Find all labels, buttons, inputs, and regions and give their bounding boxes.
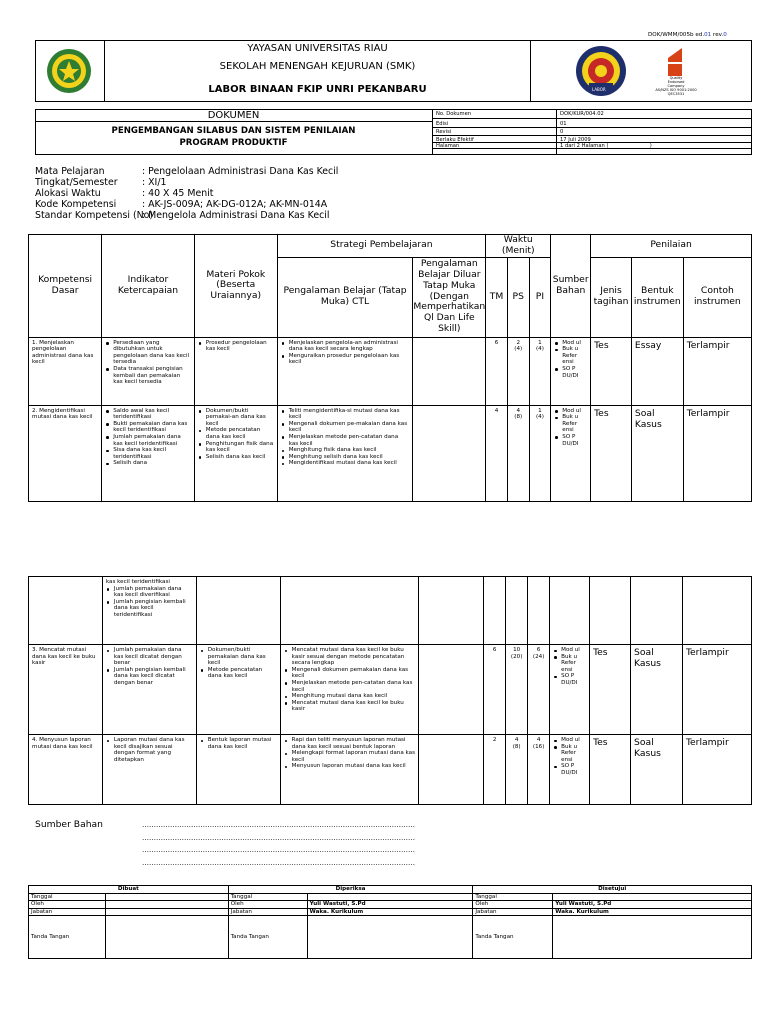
list-item: Menguraikan prosedur pengelolaan kas kecil: [281, 353, 410, 366]
pd-cell: [413, 405, 486, 501]
pb-cell: [280, 645, 419, 735]
sig-dibuat: Dibuat: [29, 886, 229, 894]
sb-cell: [550, 645, 590, 735]
pi-cell: 6 (24): [528, 645, 550, 735]
list-item: Sisa dana kas kecil teridentifikasi: [105, 447, 191, 460]
list-item: Bentuk laporan mutasi dana kas kecil: [200, 737, 277, 750]
sb-cell: [551, 337, 591, 405]
syllabus-table: [28, 234, 752, 502]
list-item: Mencatat mutasi dana kas kecil ke buku kasir: [284, 700, 416, 713]
kd-cell: 2. Mengidentifikasi mutasi dana kas kecil: [29, 405, 102, 501]
ci-cell: Terlampir: [682, 735, 751, 805]
list-item: Teliti mengidentifika-si mutasi dana kas kecil: [281, 408, 410, 421]
mp-cell: [196, 645, 280, 735]
org-name: YAYASAN UNIVERSITAS RIAU: [247, 43, 388, 54]
ps-cell: 2 (4): [507, 337, 529, 405]
jt-cell: Tes: [591, 337, 632, 405]
th-pengalaman-luar: Pengalaman Belajar Diluar Tatap Muka (Dengan Memperhatikan Ql Dan Life Skill): [413, 257, 486, 337]
pb-cell: [277, 405, 413, 501]
sb-cell: [550, 735, 590, 805]
ik-cell: [102, 405, 195, 501]
list-item: SO P DU/DI: [553, 673, 586, 686]
list-item: Dokumen/bukti pemakai-an dana kas kecil: [198, 408, 274, 428]
pd-cell: [419, 735, 484, 805]
jt-cell: Tes: [591, 405, 632, 501]
th-strategi: Strategi Pembelajaran: [277, 235, 486, 258]
table-row: [29, 645, 752, 735]
th-waktu: Waktu (Menit): [486, 235, 551, 258]
list-item: Menghitung selisih dana kas kecil: [281, 454, 410, 461]
doc-code: DOK/WMM/005b ed.01 rev.0: [648, 32, 727, 38]
kd-cell: 3. Mencatat mutasi dana kas kecil ke buku kasir: [29, 645, 103, 735]
list-item: Bukti pemakaian dana kas kecil teridentifikasi: [105, 421, 191, 434]
th-tm: TM: [486, 257, 508, 337]
list-item: kas kecil teridentifikasi: [105, 579, 170, 585]
bi-cell: Essay: [631, 337, 683, 405]
mp-cell: [194, 337, 277, 405]
signature-table: Dibuat Diperiksa Disetujui Tanggal Tanggal Tanggal Oleh Oleh Yuli Wastuti, S.Pd Oleh Yuli Wastuti, S.Pd Jabatan Jabatan Waka. Kurikulum Jabatan Waka. Kurikulum Tanda Tangan Tanda Tangan Tanda Tangan: [28, 885, 752, 959]
mp-cell: [194, 405, 277, 501]
list-item: Jumlah pemakaian dana kas kecil dicatat dengan benar: [106, 647, 193, 667]
ci-cell: Terlampir: [683, 405, 751, 501]
th-ps: PS: [507, 257, 529, 337]
ci-cell: Terlampir: [682, 645, 751, 735]
pi-cell: 4 (16): [528, 735, 550, 805]
jt-cell: Tes: [590, 735, 631, 805]
kd-cell: 4. Menyusun laporan mutasi dana kas kecil: [29, 735, 103, 805]
school-logo: [46, 48, 92, 94]
jt-cell: Tes: [590, 645, 631, 735]
list-item: Jumlah pengisian kembali dana kas kecil dicatat dengan benar: [106, 667, 193, 687]
list-item: Buk u Refer ensi: [554, 346, 587, 366]
list-item: Buk u Refer ensi: [553, 744, 586, 764]
list-item: Menyusun laporan mutasi dana kas kecil: [284, 763, 416, 770]
document-label: DOKUMEN: [207, 110, 260, 121]
list-item: Rapi dan teliti menyusun laporan mutasi dana kas kecil sesuai bentuk laporan: [284, 737, 416, 750]
list-item: Buk u Refer ensi: [554, 414, 587, 434]
list-item: Selisih dana kas kecil: [198, 454, 274, 461]
bi-cell: Soal Kasus: [631, 405, 683, 501]
list-item: Prosedur pengelolaan kas kecil: [198, 340, 274, 353]
list-item: Metode pencatatan dana kas kecil: [198, 427, 274, 440]
cert-logo: [668, 48, 682, 76]
th-pengalaman-tm: Pengalaman Belajar (Tatap Muka) CTL: [277, 257, 413, 337]
list-item: Mod ul: [554, 340, 587, 347]
th-bentuk-instrumen: Bentuk instrumen: [631, 257, 683, 337]
list-item: SO P DU/DI: [553, 763, 586, 776]
tm-cell: 4: [486, 405, 508, 501]
ci-cell: Terlampir: [683, 337, 751, 405]
pb-cell: [280, 735, 419, 805]
th-penilaian: Penilaian: [591, 235, 752, 258]
sig-disetujui: Disetujui: [473, 886, 752, 894]
list-item: Menjelaskan pengelola-an administrasi dana kas kecil secara lengkap: [281, 340, 410, 353]
ik-cell: [102, 645, 196, 735]
th-materi-pokok: Materi Pokok (Beserta Uraiannya): [194, 235, 277, 338]
th-sumber-bahan: Sumber Bahan: [551, 235, 591, 338]
list-item: Menjelaskan metode pen-catatan dana kas kecil: [284, 680, 416, 693]
list-item: Persediaan yang dibutuhkan untuk pengelolaan dana kas kecil tersedia: [105, 340, 191, 366]
mp-cell: [196, 735, 280, 805]
tm-cell: 2: [484, 735, 506, 805]
document-subtitle-2: PROGRAM PRODUKTIF: [179, 138, 288, 148]
document-subtitle-1: PENGEMBANGAN SILABUS DAN SISTEM PENILAIAN: [111, 126, 356, 136]
list-item: Jumlah pemakaian dana kas kecil teridentifikasi: [105, 434, 191, 447]
list-item: Menjelaskan metode pen-catatan dana kas kecil: [281, 434, 410, 447]
tm-cell: 6: [484, 645, 506, 735]
list-item: Data transaksi pengisian kembali dan pemakaian kas kecil tersedia: [105, 366, 191, 386]
sumber-bahan-label: Sumber Bahan: [35, 819, 103, 830]
list-item: SO P DU/DI: [554, 434, 587, 447]
pi-cell: 1 (4): [529, 405, 551, 501]
list-item: Mengenali dokumen pe-makaian dana kas kecil: [281, 421, 410, 434]
list-item: Mod ul: [553, 737, 586, 744]
pi-cell: 1 (4): [529, 337, 551, 405]
list-item: SO P DU/DI: [554, 366, 587, 379]
list-item: Dokumen/bukti pemakaian dana kas kecil: [200, 647, 277, 667]
syllabus-table-continued: [28, 576, 752, 805]
th-kompetensi-dasar: Kompetensi Dasar: [29, 235, 102, 338]
table-row: [29, 735, 752, 805]
list-item: Menghitung fisik dana kas kecil: [281, 447, 410, 454]
list-item: Metode pencatatan dana kas kecil: [200, 667, 277, 680]
bi-cell: Soal Kasus: [631, 735, 683, 805]
th-jenis-tagihan: Jenis tagihan: [591, 257, 632, 337]
list-item: Buk u Refer ensi: [553, 654, 586, 674]
list-item: Mengidentifikasi mutasi dana kas kecil: [281, 460, 410, 467]
list-item: Mencatat mutasi dana kas kecil ke buku kasir sesuai dengan metode pencatatan secara lengkap: [284, 647, 416, 667]
list-item: Penghitungan fisik dana kas kecil: [198, 441, 274, 454]
ps-cell: 10 (20): [506, 645, 528, 735]
list-item: Selisih dana: [105, 460, 191, 467]
list-item: Mod ul: [554, 408, 587, 415]
ps-cell: 4 (8): [507, 405, 529, 501]
ik-cell: [102, 735, 196, 805]
school-name: SEKOLAH MENENGAH KEJURUAN (SMK): [219, 61, 416, 72]
pd-cell: [413, 337, 486, 405]
list-item: Laporan mutasi dana kas kecil disajikan sesuai dengan format yang ditetapkan: [106, 737, 193, 763]
ps-cell: 4 (8): [506, 735, 528, 805]
list-item: Melengkapi format laporan mutasi dana kas kecil: [284, 750, 416, 763]
pd-cell: [419, 645, 484, 735]
table-row: [29, 405, 752, 501]
table-row: [29, 337, 752, 405]
list-item: Menghitung mutasi dana kas kecil: [284, 693, 416, 700]
tm-cell: 6: [486, 337, 508, 405]
sig-diperiksa: Diperiksa: [228, 886, 473, 894]
sumber-bahan-lines: ……………………………………………………………………………………………………… ……………………………………………………………………………………………………… ……………………………………………………………………………………………………… ………………………………………………………………………………………………………: [142, 821, 415, 867]
lab-name: LABOR BINAAN FKIP UNRI PEKANBARU: [208, 84, 427, 95]
sb-cell: [551, 405, 591, 501]
pb-cell: [277, 337, 413, 405]
th-indikator: Indikator Ketercapaian: [102, 235, 195, 338]
bi-cell: Soal Kasus: [631, 645, 683, 735]
kd-cell: 1. Menjelaskan pengelolaan administrasi dana kas kecil: [29, 337, 102, 405]
th-pi: PI: [529, 257, 551, 337]
th-contoh-instrumen: Contoh instrumen: [683, 257, 751, 337]
list-item: Jumlah pemakaian dana kas kecil diverifikasi: [106, 586, 193, 599]
cert-text: Quality Endorsed Company AS/NZS ISO 9001:2000 QEC3531: [655, 76, 697, 96]
list-item: Mengenali dokumen pemakaian dana kas kecil: [284, 667, 416, 680]
ik-cell: [102, 337, 195, 405]
table-row: [29, 577, 752, 645]
list-item: Saldo awal kas kecil teridentifikasi: [105, 408, 191, 421]
list-item: Jumlah pengisian kembali dana kas kecil teridentifikasi: [106, 599, 193, 619]
labor-logo-caption: LABOR: [592, 87, 606, 92]
list-item: Mod ul: [553, 647, 586, 654]
